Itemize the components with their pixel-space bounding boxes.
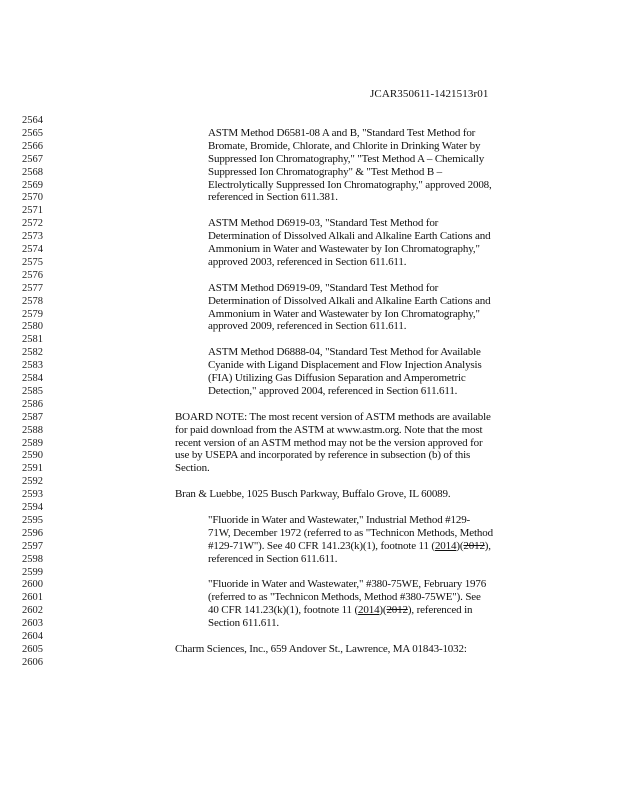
document-id-header: JCAR350611-1421513r01 [370,88,489,100]
line-number: 2571 [22,205,43,216]
line-text: BOARD NOTE: The most recent version of ASTM methods are available [175,411,491,423]
line-number: 2566 [22,141,43,152]
line-text: Electrolytically Suppressed Ion Chromatography," approved 2008, [208,179,492,191]
line-number: 2583 [22,360,43,371]
line-number: 2597 [22,541,43,552]
line-text: use by USEPA and incorporated by reference in subsection (b) of this [175,449,471,461]
line-text: #129-71W"). See 40 CFR 141.23(k)(1), footnote 11 (2014)(2012), [208,540,491,552]
line-number: 2574 [22,244,43,255]
struck-text: 2012 [463,540,485,552]
line-text: Cyanide with Ligand Displacement and Flow Injection Analysis [208,359,482,371]
line-number: 2572 [22,218,43,229]
line-number: 2568 [22,167,43,178]
line-text: recent version of an ASTM method may not be the version approved for [175,437,483,449]
line-text: ASTM Method D6919-09, "Standard Test Method for [208,282,439,294]
line-number: 2605 [22,644,43,655]
line-number: 2581 [22,334,43,345]
line-number: 2600 [22,579,43,590]
line-number: 2580 [22,321,43,332]
line-number: 2606 [22,657,43,668]
line-text: for paid download from the ASTM at www.astm.org. Note that the most [175,424,483,436]
line-number: 2602 [22,605,43,616]
line-number: 2604 [22,631,43,642]
line-number: 2601 [22,592,43,603]
line-text: ASTM Method D6888-04, "Standard Test Method for Available [208,346,481,358]
line-number: 2586 [22,399,43,410]
line-text: Section 611.611. [208,617,280,629]
line-number: 2577 [22,283,43,294]
line-text: Suppressed Ion Chromatography" & "Test Method B – [208,166,442,178]
line-number: 2564 [22,115,43,126]
line-text: Bromate, Bromide, Chlorate, and Chlorite in Drinking Water by [208,140,481,152]
line-text: 71W, December 1972 (referred to as "Technicon Methods, Method [208,527,493,539]
line-text: Determination of Dissolved Alkali and Alkaline Earth Cations and [208,295,491,307]
line-number: 2569 [22,180,43,191]
line-text: Section. [175,462,210,474]
line-number: 2591 [22,463,43,474]
line-number: 2573 [22,231,43,242]
line-text: Bran & Luebbe, 1025 Busch Parkway, Buffalo Grove, IL 60089. [175,488,451,500]
line-text: Detection," approved 2004, referenced in Section 611.611. [208,385,458,397]
line-number: 2598 [22,554,43,565]
line-text: ASTM Method D6581-08 A and B, "Standard Test Method for [208,127,476,139]
line-number: 2567 [22,154,43,165]
line-number: 2570 [22,192,43,203]
line-number: 2590 [22,450,43,461]
line-text: "Fluoride in Water and Wastewater," #380-75WE, February 1976 [208,578,487,590]
line-number: 2579 [22,309,43,320]
line-number: 2593 [22,489,43,500]
line-number: 2599 [22,567,43,578]
inserted-text: 2014 [358,604,380,616]
line-text: ASTM Method D6919-03, "Standard Test Method for [208,217,439,229]
line-text: approved 2009, referenced in Section 611.611. [208,320,407,332]
line-text: approved 2003, referenced in Section 611.611. [208,256,407,268]
line-text: Ammonium in Water and Wastewater by Ion Chromatography," [208,308,480,320]
line-number: 2578 [22,296,43,307]
struck-text: 2012 [386,604,408,616]
line-number: 2596 [22,528,43,539]
line-text: referenced in Section 611.381. [208,191,338,203]
line-text: (FIA) Utilizing Gas Diffusion Separation and Amperometric [208,372,466,384]
line-text: 40 CFR 141.23(k)(1), footnote 11 (2014)(2012), referenced in [208,604,473,616]
line-text: Charm Sciences, Inc., 659 Andover St., Lawrence, MA 01843-1032: [175,643,467,655]
line-text: Determination of Dissolved Alkali and Alkaline Earth Cations and [208,230,491,242]
line-number: 2565 [22,128,43,139]
inserted-text: 2014 [434,540,457,552]
line-text: Ammonium in Water and Wastewater by Ion Chromatography," [208,243,480,255]
line-number: 2595 [22,515,43,526]
line-number: 2594 [22,502,43,513]
line-text: Suppressed Ion Chromatography," "Test Method A – Chemically [208,153,485,165]
line-text: (referred to as "Technicon Methods, Method #380-75WE"). See [208,591,481,603]
line-number: 2575 [22,257,43,268]
line-number: 2576 [22,270,43,281]
line-number: 2587 [22,412,43,423]
line-number: 2585 [22,386,43,397]
line-number: 2588 [22,425,43,436]
line-number: 2603 [22,618,43,629]
line-number: 2589 [22,438,43,449]
line-text: "Fluoride in Water and Wastewater," Industrial Method #129- [208,514,471,526]
line-number: 2582 [22,347,43,358]
line-number: 2584 [22,373,43,384]
line-number: 2592 [22,476,43,487]
line-text: referenced in Section 611.611. [208,553,338,565]
